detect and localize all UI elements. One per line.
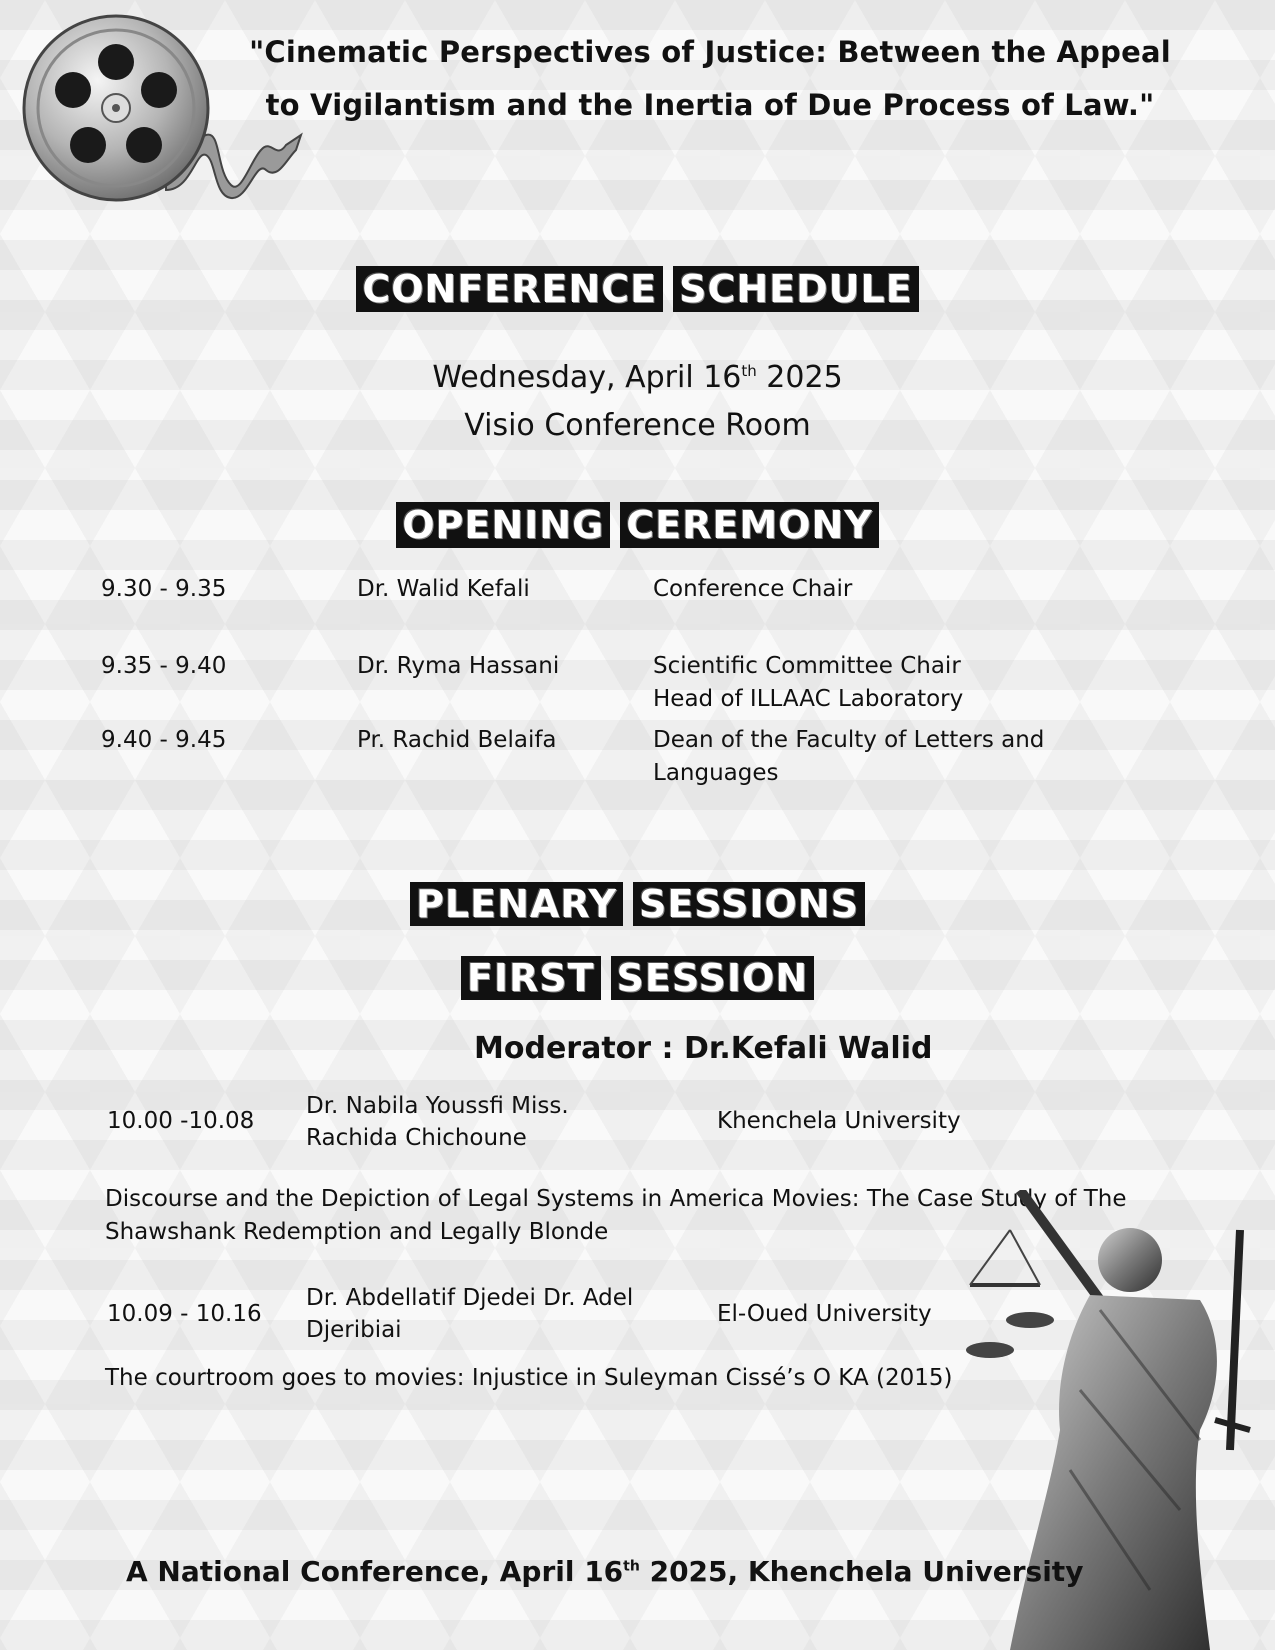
role-line-1: Dean of the Faculty of Letters and <box>653 727 1045 753</box>
title-line-2: to Vigilantism and the Inertia of Due Process of Law." <box>265 88 1155 122</box>
date-ordinal: th <box>741 362 757 380</box>
banner-word: SESSION <box>611 956 815 1000</box>
opening-speaker: Pr. Rachid Belaifa <box>357 727 557 753</box>
speakers-line-1: Dr. Nabila Youssfi Miss. <box>306 1093 569 1119</box>
footer-location: 2025, Khenchela University <box>639 1555 1084 1588</box>
footer-ordinal: th <box>623 1558 640 1575</box>
opening-ceremony-banner <box>0 502 1275 548</box>
date-year: 2025 <box>756 360 843 395</box>
first-session-banner <box>0 956 1275 1000</box>
banner-word: FIRST <box>461 956 601 1000</box>
opening-time: 9.30 - 9.35 <box>101 576 227 602</box>
talk-speakers <box>306 1282 686 1346</box>
opening-time: 9.35 - 9.40 <box>101 653 227 679</box>
opening-role <box>653 724 1044 790</box>
talk-university: Khenchela University <box>717 1108 961 1134</box>
role-line-1: Scientific Committee Chair <box>653 653 961 679</box>
banner-word: OPENING <box>396 502 610 548</box>
banner-word: CONFERENCE <box>356 266 663 312</box>
opening-role: Conference Chair <box>653 576 853 602</box>
opening-time: 9.40 - 9.45 <box>101 727 227 753</box>
speakers-line-2: Rachida Chichoune <box>306 1125 527 1151</box>
conference-schedule-banner <box>0 266 1275 312</box>
banner-word: PLENARY <box>410 882 623 926</box>
footer-text: A National Conference, April 16 <box>126 1555 624 1588</box>
talk-speakers <box>306 1090 686 1154</box>
talk-topic: Discourse and the Depiction of Legal Systems in America Movies: The Case Study of The Shawshank Redemption and Legally Blonde <box>105 1186 1127 1245</box>
talk-university: El-Oued University <box>717 1301 932 1327</box>
speakers-line-1: Dr. Abdellatif Djedei Dr. Adel <box>306 1285 634 1311</box>
banner-word: CEREMONY <box>620 502 879 548</box>
banner-word: SESSIONS <box>633 882 865 926</box>
role-line-2: Languages <box>653 760 779 786</box>
talk-topic: The courtroom goes to movies: Injustice in Suleyman Cissé’s O KA (2015) <box>105 1365 953 1391</box>
role-line-2: Head of ILLAAC Laboratory <box>653 686 964 712</box>
conference-title <box>235 26 1185 132</box>
talk-time: 10.00 -10.08 <box>107 1108 255 1134</box>
conference-footer <box>126 1555 1083 1588</box>
opening-speaker: Dr. Ryma Hassani <box>357 653 560 679</box>
event-room: Visio Conference Room <box>464 408 811 443</box>
session-moderator: Moderator : Dr.Kefali Walid <box>474 1031 933 1066</box>
speakers-line-2: Djeribiai <box>306 1317 402 1343</box>
talk-time: 10.09 - 10.16 <box>107 1301 262 1327</box>
banner-word: SCHEDULE <box>673 266 919 312</box>
plenary-sessions-banner <box>0 882 1275 926</box>
opening-role <box>653 650 963 716</box>
event-date <box>0 360 1275 395</box>
title-line-1: "Cinematic Perspectives of Justice: Between the Appeal <box>249 35 1171 69</box>
opening-speaker: Dr. Walid Kefali <box>357 576 530 602</box>
date-text: Wednesday, April 16 <box>432 360 742 395</box>
